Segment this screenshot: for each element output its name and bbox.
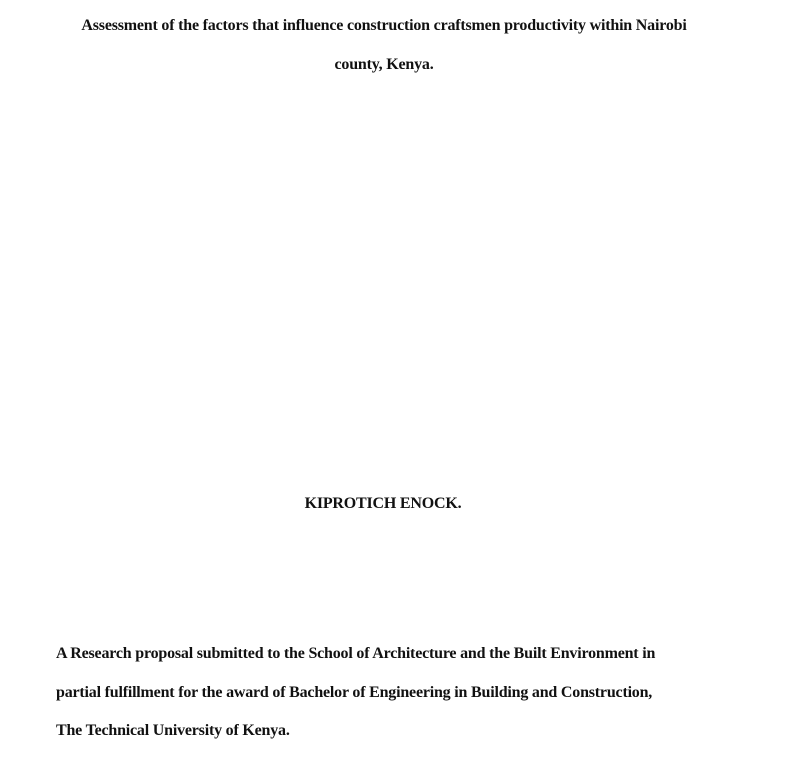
submission-statement (56, 635, 712, 751)
document-title (56, 6, 712, 84)
title-line-2: county, Kenya. (334, 56, 434, 73)
submission-line-3: The Technical University of Kenya. (56, 722, 290, 739)
title-line-1: Assessment of the factors that influence construction craftsmen productivity within Nairobi (81, 17, 687, 34)
submission-line-2: partial fulfillment for the award of Bachelor of Engineering in Building and Construction, (56, 683, 653, 701)
submission-line-1: A Research proposal submitted to the School of Architecture and the Built Environment in (56, 645, 656, 662)
author-name: KIPROTICH ENOCK. (304, 495, 462, 512)
